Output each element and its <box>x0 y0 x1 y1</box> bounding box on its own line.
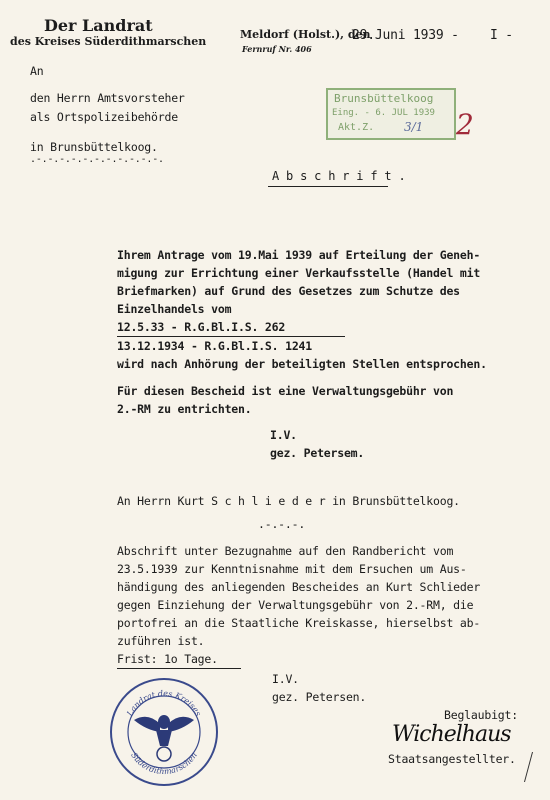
second-line: gegen Einziehung der Verwaltungsgebühr von 2.-RM, die <box>117 598 474 612</box>
law-reference-1: 12.5.33 - R.G.Bl.I.S. 262 <box>117 320 286 334</box>
law-reference-2: 13.12.1934 - R.G.Bl.I.S. 1241 <box>117 339 312 353</box>
body-line: 2.-RM zu entrichten. <box>117 402 252 416</box>
body-line: wird nach Anhörung der beteiligten Stellen entsprochen. <box>117 357 487 371</box>
received-stamp <box>326 88 456 140</box>
deadline: Frist: 1o Tage. <box>117 652 218 666</box>
body-line: Ihrem Antrage vom 19.Mai 1939 auf Erteilung der Geneh- <box>117 248 481 262</box>
stamp-date: Eing. - 6. JUL 1939 <box>332 108 435 118</box>
recipient-line-3: in Brunsbüttelkoog. <box>30 140 158 154</box>
stamp-handwritten-number: 3/1 <box>404 120 424 134</box>
official-seal <box>110 678 218 786</box>
certified-label: Beglaubigt: <box>444 708 518 722</box>
copy-heading: A b s c h r i f t . <box>272 169 406 183</box>
letterhead-phone: Fernruf Nr. 406 <box>242 44 312 54</box>
recipient-line-2: als Ortspolizeibehörde <box>30 110 178 124</box>
seal-bottom-text: Süderdithmarschen <box>129 750 199 777</box>
second-line: zuführen ist. <box>117 634 205 648</box>
handwritten-signature: Wichelhaus <box>392 722 511 747</box>
second-line: Abschrift unter Bezugnahme auf den Randbericht vom <box>117 544 454 558</box>
second-line: 23.5.1939 zur Kenntnisnahme mit dem Ersuchen um Aus- <box>117 562 467 576</box>
seal-top-text: Landrat des Kreises <box>125 688 203 718</box>
letter-date: 29.Juni 1939 - <box>352 28 459 43</box>
seal-graphic <box>112 680 216 784</box>
handwritten-red-mark: 2 <box>456 108 474 141</box>
signer-role: Staatsangestellter. <box>388 752 516 766</box>
body-line: Einzelhandels vom <box>117 302 232 316</box>
stamp-aktz: Akt.Z. <box>338 122 375 133</box>
deadline-underline <box>117 668 241 669</box>
body-line: Für diesen Bescheid ist eine Verwaltungsgebühr von <box>117 384 454 398</box>
body-signed: gez. Petersem. <box>270 446 365 460</box>
letterhead-place: Meldorf (Holst.), den <box>240 28 371 41</box>
second-signed: gez. Petersen. <box>272 690 367 704</box>
recipient-an: An <box>30 64 44 78</box>
stamp-place: Brunsbüttelkoog <box>334 92 434 105</box>
page-mark: I - <box>490 28 513 43</box>
second-line: portofrei an die Staatliche Kreiskasse, hierselbst ab- <box>117 616 481 630</box>
letterhead-title: Der Landrat <box>44 16 153 35</box>
second-addressee: An Herrn Kurt S c h l i e d e r in Brunsbüttelkoog. <box>117 494 460 508</box>
body-line: Briefmarken) auf Grund des Gesetzes zum Schutze des <box>117 284 460 298</box>
law-reference-1-underline <box>117 336 345 337</box>
svg-text:Süderdithmarschen <box>129 751 199 776</box>
letterhead-district: des Kreises Süderdithmarschen <box>10 35 207 48</box>
body-line: migung zur Errichtung einer Verkaufsstelle (Handel mit <box>117 266 481 280</box>
recipient-dots: .-.-.-.-.-.-.-.-.-.-.-. <box>30 154 164 165</box>
second-line: händigung des anliegenden Bescheides an Kurt Schlieder <box>117 580 481 594</box>
recipient-line-1: den Herrn Amtsvorsteher <box>30 91 185 105</box>
body-iv: I.V. <box>270 428 297 442</box>
svg-text:Landrat des Kreises <box>125 689 203 719</box>
eagle-icon <box>134 715 194 761</box>
second-separator: .-.-.-. <box>258 517 306 531</box>
pen-stroke <box>524 752 547 782</box>
heading-underline <box>268 186 388 187</box>
second-iv: I.V. <box>272 672 299 686</box>
